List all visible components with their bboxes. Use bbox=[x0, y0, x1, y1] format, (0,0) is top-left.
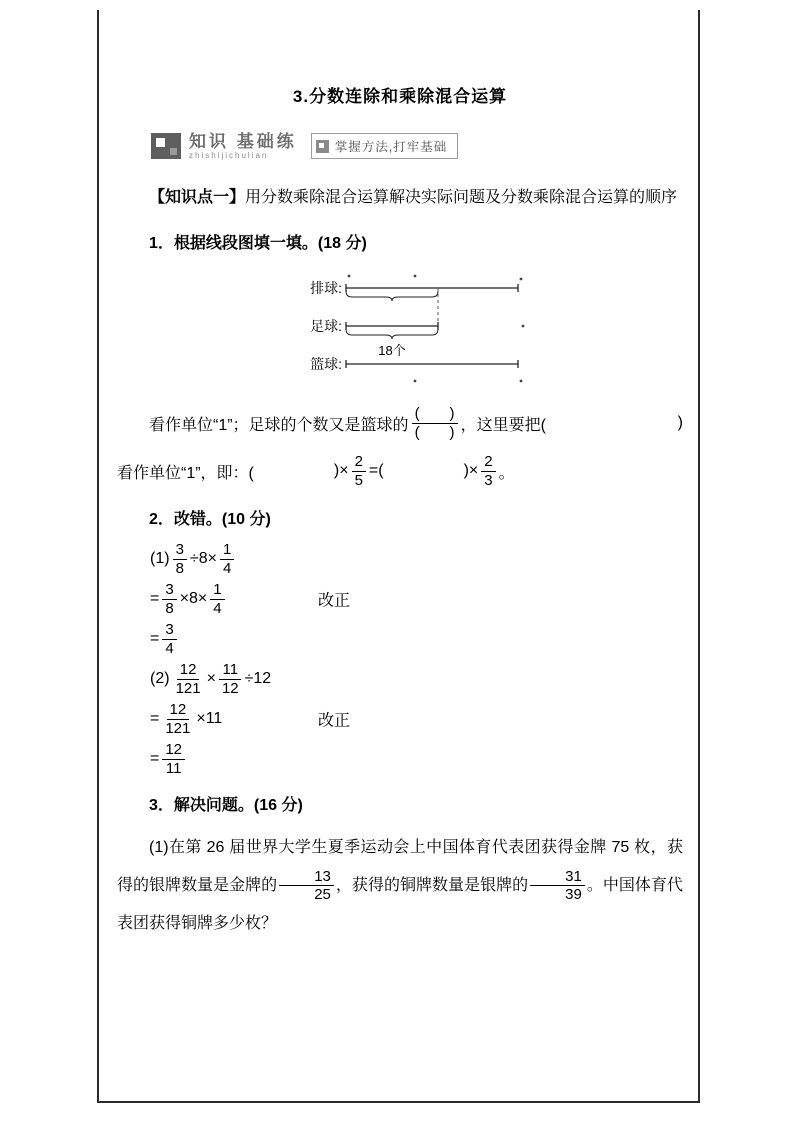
fraction-denominator: 4 bbox=[222, 559, 232, 577]
equation-line bbox=[150, 619, 683, 659]
fill-a-pre: 看作单位“1”；足球的个数又是篮球的 bbox=[149, 416, 409, 434]
fraction-denominator: 3 bbox=[484, 471, 493, 489]
equals-sign: = bbox=[150, 750, 160, 767]
fraction-numerator: 2 bbox=[352, 453, 366, 471]
operator: ×11 bbox=[196, 710, 223, 727]
fraction-3-8 bbox=[173, 541, 187, 577]
banner-pinyin: zhishijichulian bbox=[189, 150, 269, 160]
correct-label: 改正 bbox=[318, 712, 351, 730]
fraction-numerator: 3 bbox=[162, 581, 176, 599]
fill-a-mid: ，这里要把( bbox=[460, 416, 546, 434]
page-content bbox=[117, 10, 683, 943]
kp-tag: 【知识点一】 bbox=[149, 189, 246, 206]
fill-b-eq: =( bbox=[368, 462, 384, 479]
fraction-numerator: ( ) bbox=[412, 405, 458, 423]
q2-equations bbox=[150, 539, 683, 779]
q2-heading: 2．改错。(10 分) bbox=[149, 511, 271, 528]
operator: ÷8× bbox=[189, 550, 217, 567]
fill-a-end: ) bbox=[677, 414, 683, 431]
page-title: 3.分数连除和乘除混合运算 bbox=[292, 87, 508, 106]
fraction-denominator: 8 bbox=[175, 559, 184, 577]
fraction-denominator: 11 bbox=[165, 759, 182, 777]
dot bbox=[348, 275, 351, 278]
fill-b-times1: )× bbox=[333, 462, 349, 479]
fraction-numerator: 3 bbox=[173, 541, 187, 559]
fraction-numerator: 12 bbox=[162, 741, 185, 759]
fraction-2-3 bbox=[481, 453, 495, 489]
correct-label: 改正 bbox=[318, 592, 351, 610]
banner-tagline-box bbox=[311, 133, 458, 159]
equals-sign: = bbox=[150, 630, 160, 647]
logo-icon bbox=[151, 133, 181, 159]
equation-line bbox=[150, 659, 683, 699]
fraction-blank bbox=[412, 405, 458, 441]
fraction-1-4 bbox=[220, 541, 234, 577]
q3-text-1: (1)在第 26 届世界大学生夏季运动会上中国体育代表团获得金牌 75 枚，获得的银牌数量是金牌的 bbox=[117, 839, 683, 894]
fill-b-times2: )× bbox=[463, 462, 479, 479]
fraction-denominator: ( ) bbox=[414, 423, 455, 441]
dot bbox=[520, 380, 523, 383]
fraction-numerator: 3 bbox=[162, 621, 176, 639]
dot bbox=[414, 275, 417, 278]
fraction-2-5 bbox=[352, 453, 366, 489]
fraction-numerator: 1 bbox=[210, 581, 224, 599]
kp-text: 用分数乘除混合运算解决实际问题及分数乘除混合运算的顺序 bbox=[245, 189, 678, 206]
fraction-denominator: 121 bbox=[175, 679, 201, 697]
fraction-numerator: 12 bbox=[167, 701, 190, 719]
fraction-numerator: 12 bbox=[177, 661, 200, 679]
equals-sign: = bbox=[150, 590, 160, 607]
fraction-numerator: 13 bbox=[279, 868, 334, 886]
banner-tagline: 掌握方法,打牢基础 bbox=[334, 140, 448, 154]
diagram-label-basketball: 篮球: bbox=[310, 356, 342, 372]
fraction-3-4 bbox=[162, 621, 176, 657]
fill-line-b bbox=[117, 449, 683, 493]
fraction-denominator: 39 bbox=[565, 886, 582, 904]
dot bbox=[522, 325, 525, 328]
diagram-count-label: 18个 bbox=[378, 343, 406, 358]
fraction-1-4 bbox=[210, 581, 224, 617]
underbrace bbox=[346, 329, 438, 339]
q1-heading: 1．根据线段图填一填。(18 分) bbox=[149, 235, 367, 252]
operator: × bbox=[206, 670, 216, 687]
dot bbox=[520, 278, 523, 281]
q3-text-2: ，获得的铜牌数量是银牌的 bbox=[335, 877, 529, 894]
operator: ÷12 bbox=[244, 670, 272, 687]
section-banner bbox=[151, 127, 683, 165]
diagram-label-volleyball: 排球: bbox=[310, 280, 342, 296]
diagram-label-soccer: 足球: bbox=[310, 318, 342, 334]
equation-line bbox=[150, 579, 683, 619]
fraction-denominator: 121 bbox=[165, 719, 191, 737]
banner-text-block bbox=[189, 132, 297, 161]
segment-diagram bbox=[302, 271, 552, 389]
q3-text-3: 。中国体育代表团获得铜牌多少枚？ bbox=[117, 877, 683, 932]
fraction-numerator: 2 bbox=[481, 453, 495, 471]
fraction-denominator: 25 bbox=[314, 886, 331, 904]
fraction-11-12 bbox=[219, 661, 242, 697]
page-frame bbox=[97, 10, 700, 1103]
fraction-13-25 bbox=[279, 868, 334, 904]
equation-line bbox=[150, 539, 683, 579]
square-icon bbox=[316, 140, 329, 153]
fraction-12-121 bbox=[162, 701, 193, 737]
equals-sign: = bbox=[150, 710, 160, 727]
fill-b-pre: 看作单位“1”，即：( bbox=[117, 464, 254, 482]
fraction-12-121 bbox=[173, 661, 204, 697]
fraction-denominator: 5 bbox=[354, 471, 363, 489]
fraction-3-8 bbox=[162, 581, 176, 617]
equation-line bbox=[150, 739, 683, 779]
q3-heading: 3．解决问题。(16 分) bbox=[149, 797, 303, 814]
fill-b-end: 。 bbox=[498, 464, 515, 482]
fraction-denominator: 4 bbox=[213, 599, 222, 617]
fraction-12-11 bbox=[162, 741, 185, 777]
dot bbox=[414, 380, 417, 383]
underbrace bbox=[346, 291, 438, 301]
fraction-numerator: 31 bbox=[530, 868, 585, 886]
operator: ×8× bbox=[179, 590, 208, 607]
fraction-numerator: 11 bbox=[219, 661, 241, 679]
knowledge-point-1 bbox=[117, 179, 683, 217]
eq-label: (2) bbox=[150, 670, 170, 687]
fill-line-a bbox=[117, 399, 683, 447]
eq-label: (1) bbox=[150, 550, 170, 567]
fraction-denominator: 4 bbox=[165, 639, 174, 657]
fraction-denominator: 12 bbox=[221, 679, 239, 697]
fraction-31-39 bbox=[530, 868, 585, 904]
equation-line bbox=[150, 699, 683, 739]
fraction-denominator: 8 bbox=[165, 599, 174, 617]
fraction-numerator: 1 bbox=[220, 541, 234, 559]
banner-title: 知识 基础练 bbox=[189, 131, 297, 151]
q3-problem-1 bbox=[117, 829, 683, 943]
